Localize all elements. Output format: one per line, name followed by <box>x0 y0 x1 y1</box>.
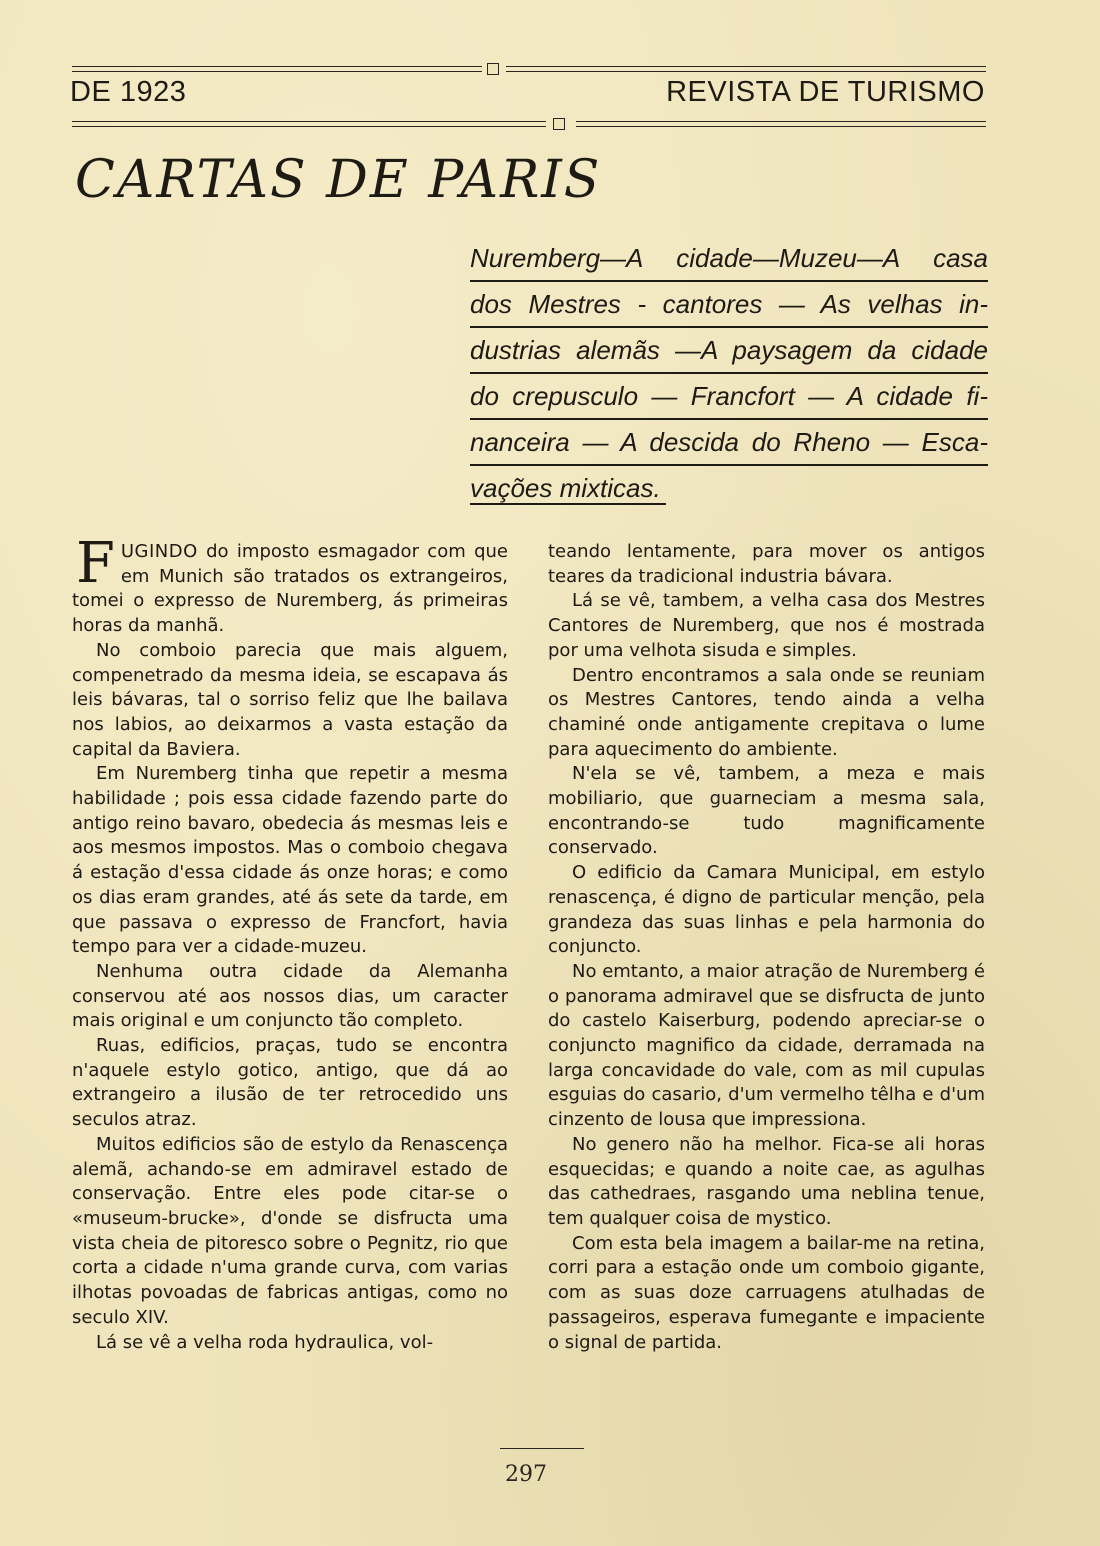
drop-cap: F <box>76 531 115 596</box>
magazine-name: REVISTA DE TURISMO <box>666 76 985 108</box>
paragraph: No comboio parecia que mais alguem, compenetrado da mesma ideia, se escapava ás leis bávaras, tal o sorriso feliz que lhe bailava nos labios, ao deixarmos a vasta estação da capital da Baviera. <box>72 639 508 760</box>
paragraph: Nenhuma outra cidade da Alemanha conservou até aos nossos dias, um caracter mais original e um conjuncto tão completo. <box>72 960 508 1032</box>
paragraph: FUGINDO do imposto esmagador com que em Munich são tratados os extrangeiros, tomei o expresso de Nuremberg, ás primeiras horas da manhã. <box>72 531 508 637</box>
issue-date: DE 1923 <box>70 76 187 108</box>
paragraph: N'ela se vê, tambem, a meza e mais mobiliario, que guarneciam a mesma sala, encontrando-se tudo magnificamente conservado. <box>548 763 985 859</box>
summary-line: dos Mestres - cantores — As velhas in- <box>470 282 988 328</box>
summary-line: vações mixticas. <box>470 473 661 503</box>
paragraph: Em Nuremberg tinha que repetir a mesma habilidade ; pois essa cidade fazendo parte do antigo reino bavaro, obedecia ás mesmas leis e aos mesmos impostos. Mas o comboio chegava á estação d'essa cidade ás onze horas; e como os dias eram grandes, até ás sete da tarde, em que passava o expresso de Francfort, havia tempo para ver a cidade-muzeu. <box>72 763 508 958</box>
paragraph: Ruas, edificios, praças, tudo se encontra n'aquele estylo gotico, antigo, que dá ao extrangeiro a ilusão de ter retrocedido uns seculos atraz. <box>72 1035 508 1131</box>
header-bottom-ornament <box>553 118 565 130</box>
header-bottom-rule-left <box>72 121 546 127</box>
summary-line: do crepusculo — Francfort — A cidade fi- <box>470 374 988 420</box>
paragraph: No emtanto, a maior atração de Nuremberg é o panorama admiravel que se disfructa de junto do castelo Kaiserburg, podendo apreciar-se o conjuncto magnifico da cidade, derramada na larga concavidade do vale, com as mil cupulas esguias do casario, d'um vermelho têlha e d'um cinzento de lousa que impressiona. <box>548 960 985 1131</box>
summary-line: Nuremberg—A cidade—Muzeu—A casa <box>470 236 988 282</box>
paragraph: Com esta bela imagem a bailar-me na retina, corri para a estação onde um comboio gigante, com as suas doze carruagens atulhadas de passageiros, esperava fumegante e impaciente o signal de partida. <box>548 1232 985 1353</box>
summary-line: dustrias alemãs —A paysagem da cidade <box>470 328 988 374</box>
header-top-rule-left <box>72 66 482 72</box>
article-summary <box>470 236 988 510</box>
text-column-right <box>548 540 985 1355</box>
header-top-rule-right <box>506 66 986 72</box>
header-top-ornament <box>487 63 499 75</box>
paragraph: Dentro encontramos a sala onde se reuniam os Mestres Cantores, tendo ainda a velha chaminé onde antigamente crepitava o lume para aquecimento do ambiente. <box>548 664 985 760</box>
paragraph: Muitos edificios são de estylo da Renascença alemã, achando-se em admiravel estado de conservação. Entre eles pode citar-se o «museum-brucke», d'onde se disfructa uma vista cheia de pitoresco sobre o Pegnitz, rio que corta a cidade n'uma grande curva, com varias ilhotas povoadas de fabricas antigas, como no seculo XIV. <box>72 1133 508 1328</box>
paragraph: Lá se vê a velha roda hydraulica, vol- <box>96 1331 434 1353</box>
summary-end-rule <box>470 503 666 505</box>
paragraph: O edificio da Camara Municipal, em estylo renascença, é digno de particular menção, pela grandeza das suas linhas e pela harmonia do conjuncto. <box>548 862 985 958</box>
paragraph: No genero não ha melhor. Fica-se ali horas esquecidas; e quando a noite cae, as agulhas das cathedraes, rasgando uma neblina tenue, tem qualquer coisa de mystico. <box>548 1133 985 1229</box>
header-bottom-rule-right <box>576 121 986 127</box>
text-column-left <box>72 531 508 1355</box>
first-word: UGINDO <box>120 541 198 562</box>
paragraph: Lá se vê, tambem, a velha casa dos Mestres Cantores de Nuremberg, que nos é mostrada por uma velhota sisuda e simples. <box>548 590 985 661</box>
summary-line: nanceira — A descida do Rheno — Esca- <box>470 420 988 466</box>
paragraph: teando lentamente, para mover os antigos teares da tradicional industria bávara. <box>548 541 985 587</box>
article-title: CARTAS DE PARIS <box>75 150 602 210</box>
footer-rule <box>500 1448 584 1449</box>
page-number: 297 <box>505 1462 547 1487</box>
